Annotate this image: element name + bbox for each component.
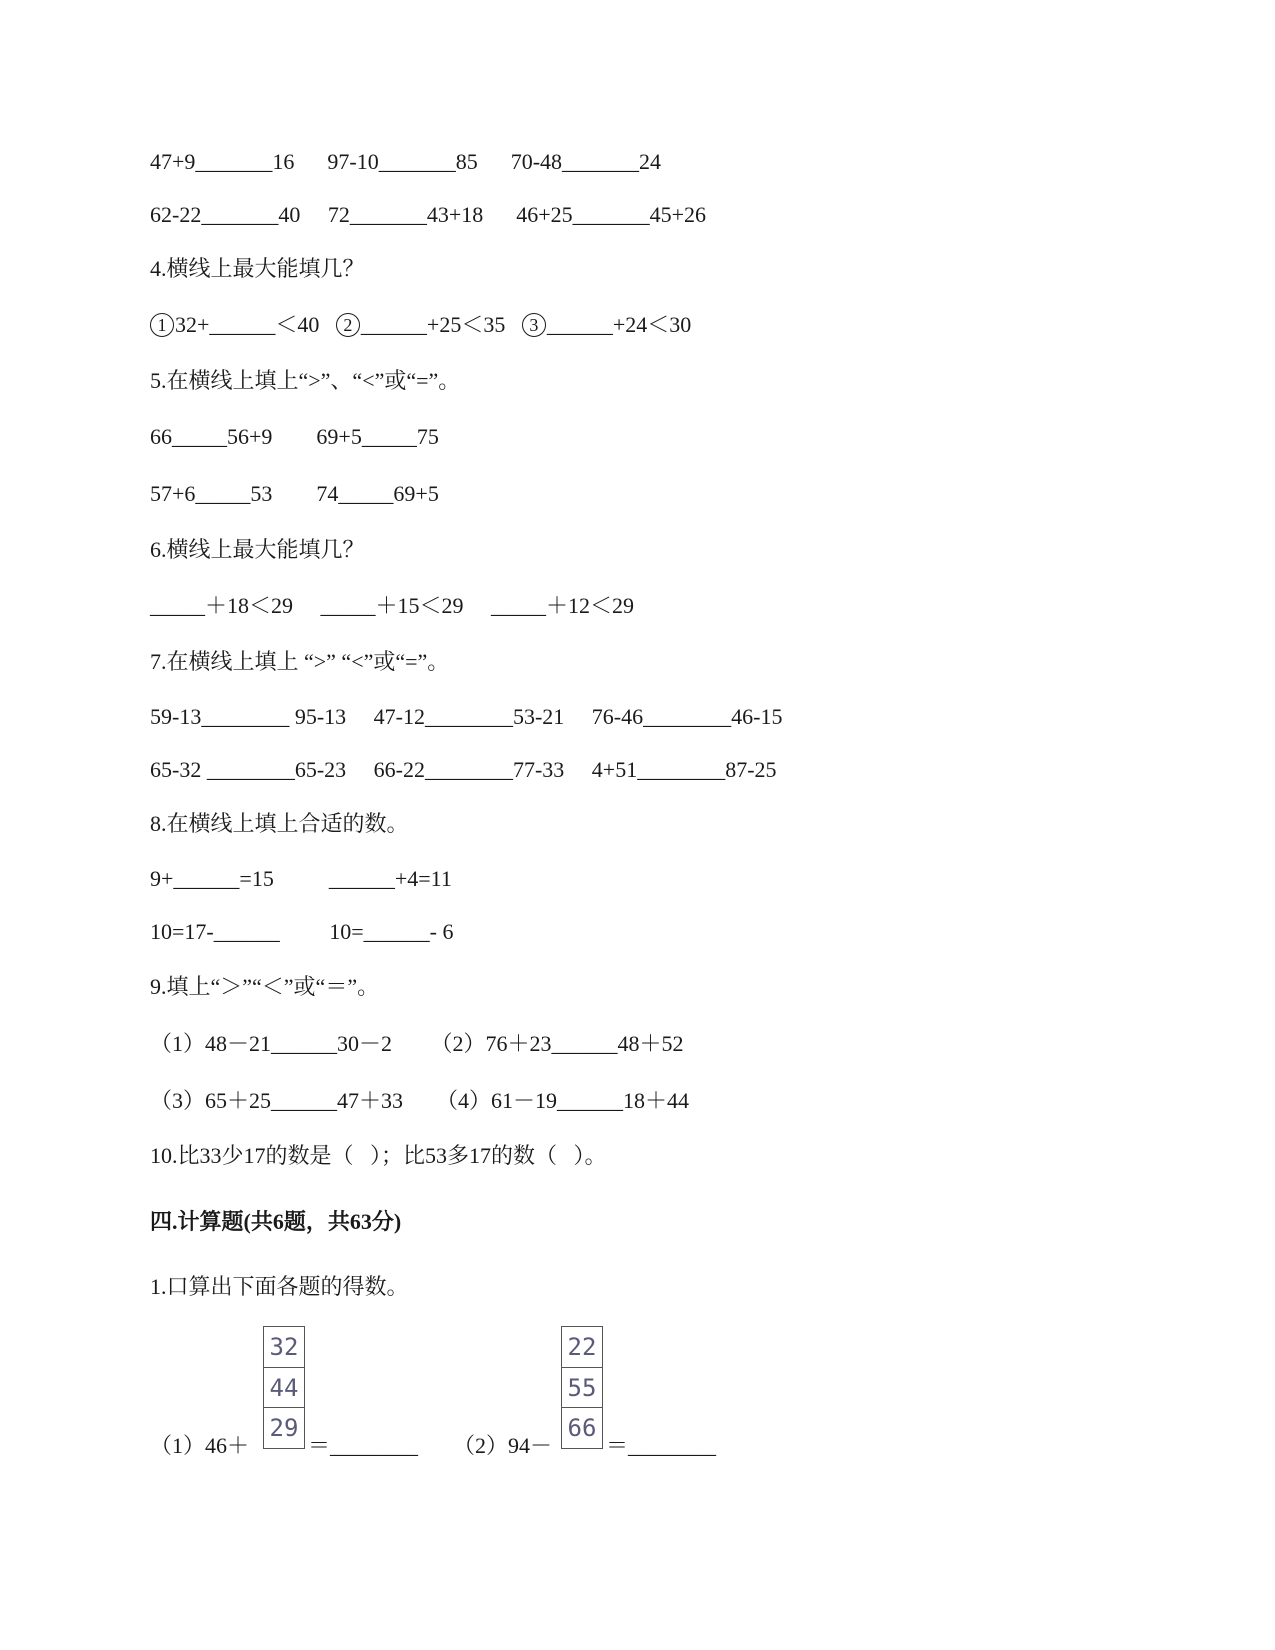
q5-row-2: 57+6_____53 74_____69+5	[150, 481, 439, 506]
calc-item-1-stack	[263, 1326, 305, 1449]
stack-cell: 29	[263, 1407, 305, 1449]
stack-cell: 66	[561, 1407, 603, 1449]
q5-row-1: 66_____56+9 69+5_____75	[150, 424, 439, 449]
q6-row: _____＋18＜29 _____＋15＜29 _____＋12＜29	[150, 593, 635, 618]
q4-item-3: ______+24＜30	[546, 312, 692, 337]
question-4-title: 4.横线上最大能填几？	[150, 256, 365, 281]
q9-row-2: （3）65＋25______47＋33 （4）61－19______18＋44	[150, 1088, 690, 1113]
compare-row-1: 47+9_______16 97-10_______85 70-48_______24	[150, 149, 662, 174]
q7-row-1: 59-13________ 95-13 47-12________53-21 76-46________46-15	[150, 704, 783, 729]
calc-question-1-title: 1.口算出下面各题的得数。	[150, 1274, 409, 1299]
question-8-title: 8.在横线上填上合适的数。	[150, 811, 409, 836]
q9-row-1: （1）48－21______30－2 （2）76＋23______48＋52	[150, 1031, 684, 1056]
q8-row-1: 9+______=15 ______+4=11	[150, 866, 452, 891]
stack-cell: 55	[561, 1367, 603, 1409]
question-5-title: 5.在横线上填上“>”、“<”或“=”。	[150, 368, 461, 393]
question-9-title: 9.填上“＞”“＜”或“＝”。	[150, 974, 380, 999]
question-6-title: 6.横线上最大能填几？	[150, 537, 365, 562]
compare-row-2: 62-22_______40 72_______43+18 46+25_______45+26	[150, 202, 707, 227]
circled-number-3: 3	[522, 313, 546, 337]
question-10: 10.比33少17的数是（ ）；比53多17的数（ ）。	[150, 1143, 607, 1168]
calc-item-2-stack	[561, 1326, 603, 1449]
question-7-title: 7.在横线上填上 “>” “<”或“=”。	[150, 649, 450, 674]
calc-item-1-label: （1）46＋	[150, 1433, 250, 1458]
circled-number-2: 2	[336, 313, 360, 337]
section-heading: 四.计算题(共6题，共63分)	[150, 1209, 402, 1234]
calc-item-1-answer: ＝________	[308, 1433, 419, 1458]
q7-row-2: 65-32 ________65-23 66-22________77-33 4+51________87-25	[150, 757, 777, 782]
stack-cell: 22	[561, 1326, 603, 1368]
question-4-items	[150, 310, 691, 340]
stack-cell: 32	[263, 1326, 305, 1368]
q4-item-2: ______+25＜35	[360, 312, 522, 337]
calc-item-2-label: （2）94－	[453, 1433, 553, 1458]
calc-item-2-answer: ＝________	[606, 1433, 717, 1458]
q4-item-1: 32+______＜40	[175, 312, 336, 337]
q8-row-2: 10=17-______ 10=______- 6	[150, 919, 454, 944]
circled-number-1: 1	[150, 313, 174, 337]
stack-cell: 44	[263, 1367, 305, 1409]
